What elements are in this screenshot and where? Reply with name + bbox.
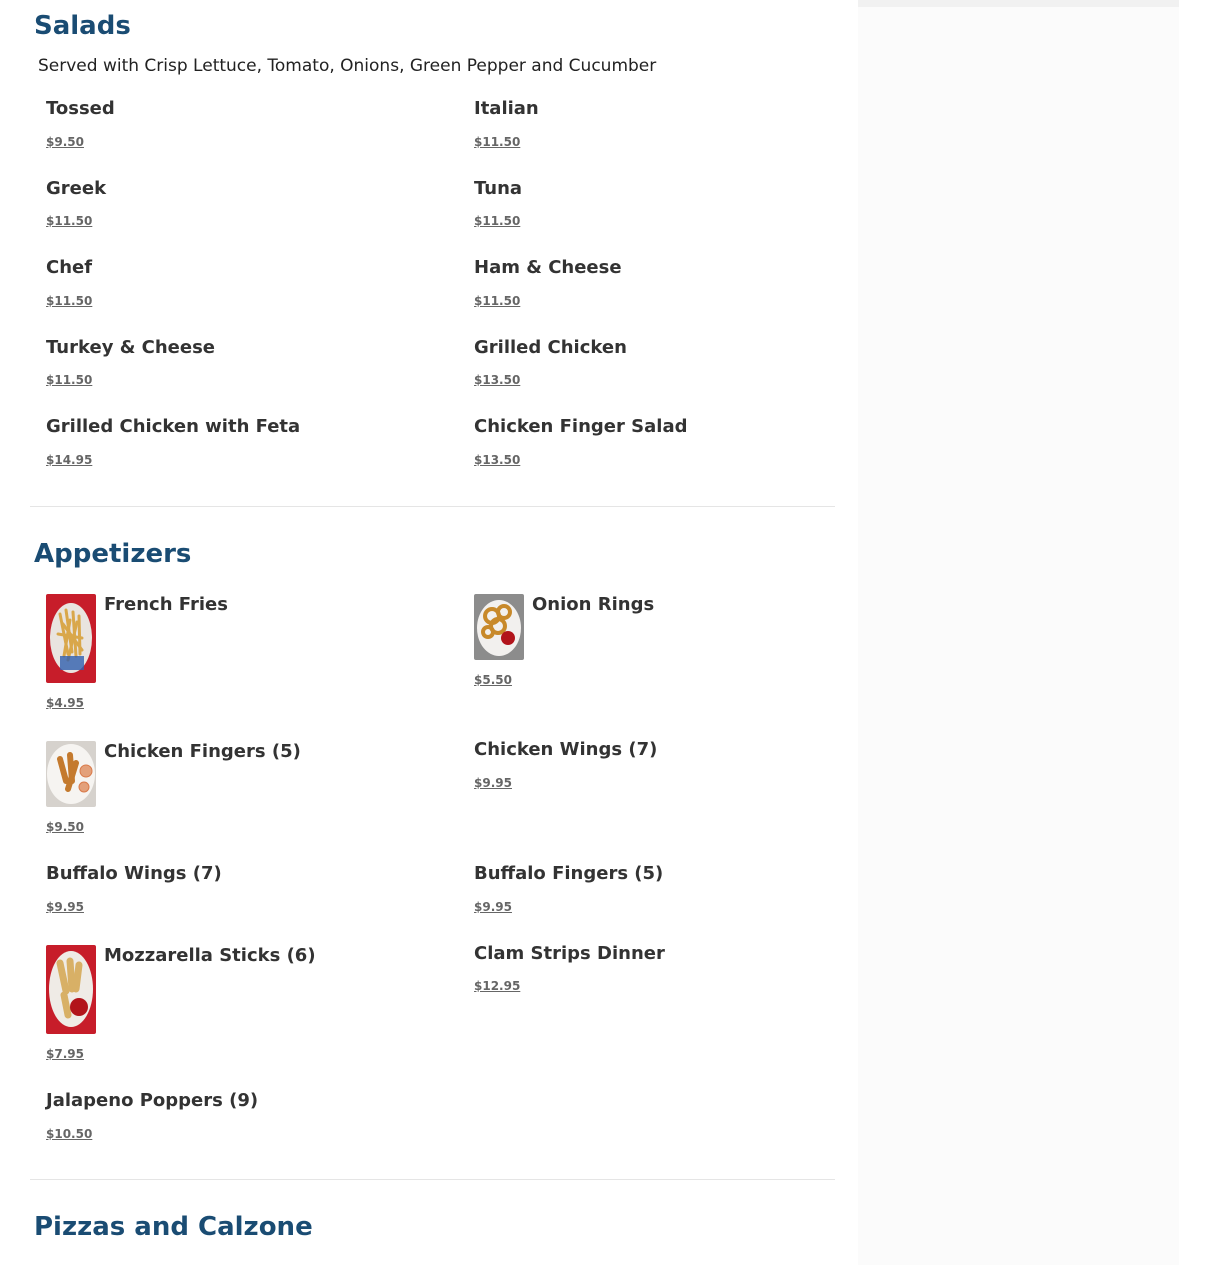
item-price[interactable]: $11.50: [474, 135, 521, 149]
item-name: Greek: [46, 178, 107, 199]
item-name: Chicken Fingers (5): [104, 741, 301, 762]
item-name: Chicken Wings (7): [474, 739, 658, 760]
item-name: Buffalo Fingers (5): [474, 863, 664, 884]
item-name: Chef: [46, 257, 93, 278]
item-name: Grilled Chicken: [474, 337, 627, 358]
item-name: Tuna: [474, 178, 523, 199]
item-name: Ham & Cheese: [474, 257, 622, 278]
item-price[interactable]: $5.50: [474, 673, 512, 687]
section-divider: [30, 506, 835, 507]
french-fries-photo[interactable]: [46, 594, 96, 683]
item-price[interactable]: $9.95: [46, 900, 84, 914]
item-price[interactable]: $9.50: [46, 135, 84, 149]
item-price[interactable]: $13.50: [474, 373, 521, 387]
item-name: Chicken Finger Salad: [474, 416, 688, 437]
item-price[interactable]: $11.50: [46, 294, 93, 308]
item-price[interactable]: $9.50: [46, 820, 84, 834]
onion-rings-photo[interactable]: [474, 594, 524, 660]
item-price[interactable]: $9.95: [474, 900, 512, 914]
mozzarella-sticks-photo[interactable]: [46, 945, 96, 1034]
item-name: Grilled Chicken with Feta: [46, 416, 301, 437]
item-price[interactable]: $4.95: [46, 696, 84, 710]
pizzas-title: Pizzas and Calzone: [34, 1212, 313, 1242]
right-sidebar: [858, 0, 1179, 1265]
item-price[interactable]: $14.95: [46, 453, 93, 467]
item-name: Mozzarella Sticks (6): [104, 945, 316, 966]
item-name: Italian: [474, 98, 539, 119]
item-price[interactable]: $10.50: [46, 1127, 93, 1141]
item-name: French Fries: [104, 594, 228, 615]
appetizers-title: Appetizers: [34, 539, 192, 569]
item-name: Onion Rings: [532, 594, 655, 615]
item-name: Buffalo Wings (7): [46, 863, 222, 884]
item-price[interactable]: $11.50: [474, 214, 521, 228]
item-price[interactable]: $12.95: [474, 979, 521, 993]
section-divider: [30, 1179, 835, 1180]
item-name: Turkey & Cheese: [46, 337, 216, 358]
item-name: Clam Strips Dinner: [474, 943, 665, 964]
item-price[interactable]: $7.95: [46, 1047, 84, 1061]
item-price[interactable]: $11.50: [474, 294, 521, 308]
sidebar-top-bar: [858, 0, 1179, 7]
item-price[interactable]: $9.95: [474, 776, 512, 790]
item-price[interactable]: $11.50: [46, 214, 93, 228]
salads-description: Served with Crisp Lettuce, Tomato, Onions, Green Pepper and Cucumber: [38, 56, 657, 76]
chicken-fingers-photo[interactable]: [46, 741, 96, 807]
item-price[interactable]: $13.50: [474, 453, 521, 467]
item-name: Tossed: [46, 98, 115, 119]
item-name: Jalapeno Poppers (9): [46, 1090, 259, 1111]
item-price[interactable]: $11.50: [46, 373, 93, 387]
salads-title: Salads: [34, 11, 131, 41]
